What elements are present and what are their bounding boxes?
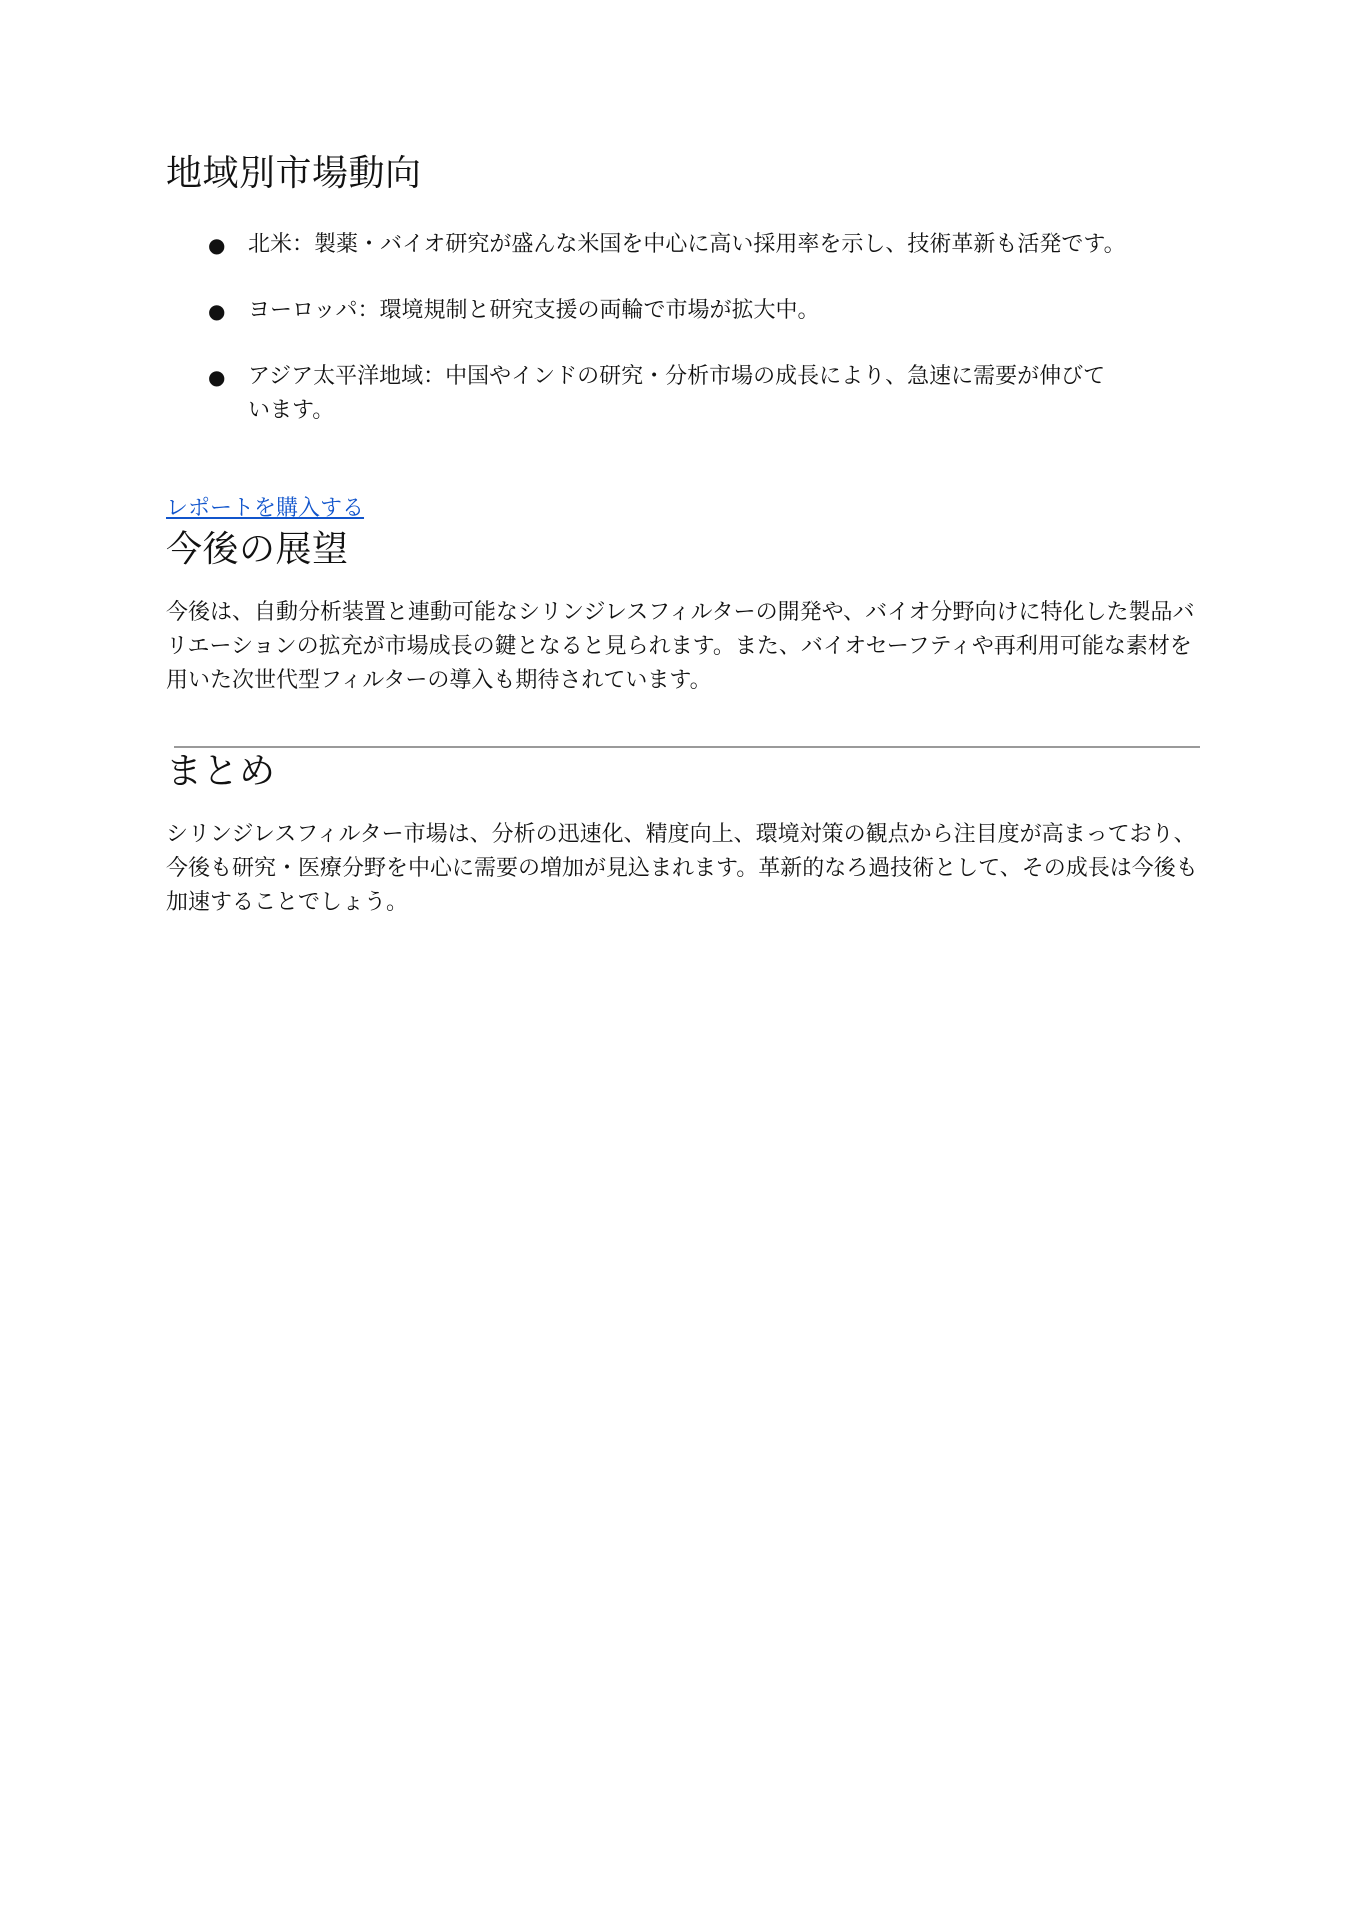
list-item (166, 294, 1166, 328)
bullet-text-north-america: 北米：製薬・バイオ研究が盛んな米国を中心に高い採用率を示し、技術革新も活発です。 (248, 232, 1126, 257)
bullet-icon: ● (208, 233, 226, 257)
outlook-heading: 今後の展望 (166, 529, 349, 570)
bullet-text-asia-pacific: アジア太平洋地域：中国やインドの研究・分析市場の成長により、急速に需要が伸びています。 (248, 364, 1106, 423)
outlook-paragraph: 今後は、自動分析装置と連動可能なシリンジレスフィルターの開発や、バイオ分野向けに特化した製品バリエーションの拡充が市場成長の鍵となると見られます。また、バイオセーフティや再利用可能な素材を用いた次世代型フィルターの導入も期待されています。 (166, 600, 1195, 693)
summary-paragraph: シリンジレスフィルター市場は、分析の迅速化、精度向上、環境対策の観点から注目度が高まっており、今後も研究・医療分野を中心に需要の増加が見込まれます。革新的なろ過技術として、その成長は今後も加速することでしょう。 (166, 822, 1198, 915)
list-item (166, 228, 1166, 262)
summary-heading: まとめ (166, 751, 276, 792)
list-item (166, 360, 1166, 428)
bullet-text-europe: ヨーロッパ：環境規制と研究支援の両輪で市場が拡大中。 (248, 298, 820, 323)
document-content (166, 150, 1206, 920)
regional-trends-heading: 地域別市場動向 (166, 153, 422, 194)
bullet-icon: ● (208, 299, 226, 323)
bullet-icon: ● (208, 365, 226, 389)
purchase-report-link[interactable]: レポートを購入する (166, 496, 365, 521)
regional-bullet-list (166, 228, 1206, 428)
